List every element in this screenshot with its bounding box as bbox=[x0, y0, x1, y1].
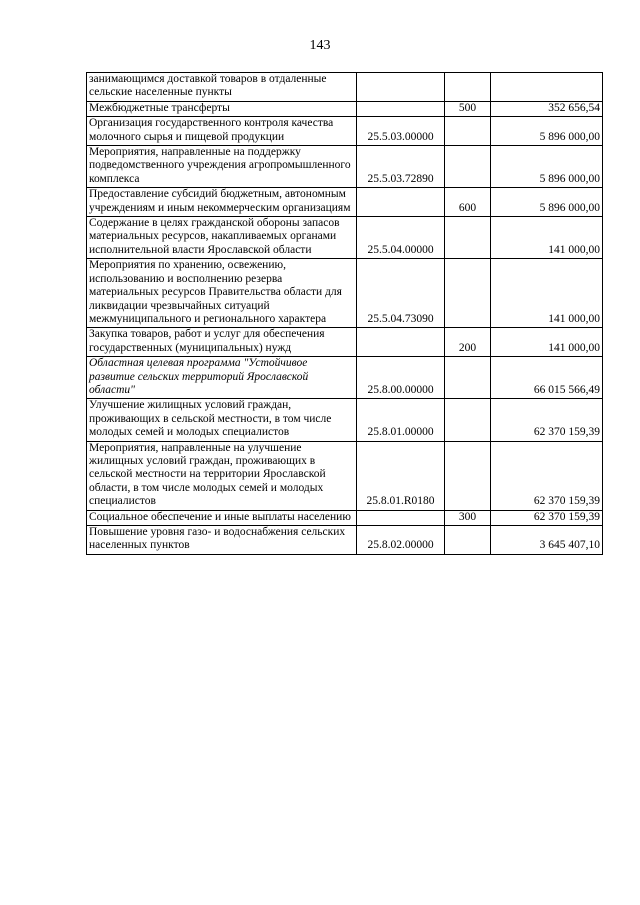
row-amount-cell: 141 000,00 bbox=[491, 259, 603, 328]
row-code-cell bbox=[357, 188, 445, 217]
row-name-cell: Социальное обеспечение и иные выплаты населению bbox=[87, 510, 357, 525]
row-amount-cell: 5 896 000,00 bbox=[491, 146, 603, 188]
row-code-cell bbox=[357, 73, 445, 102]
row-amount-cell: 5 896 000,00 bbox=[491, 117, 603, 146]
table-row bbox=[87, 399, 603, 441]
row-expense-type-cell: 500 bbox=[445, 101, 491, 116]
row-code-cell: 25.8.00.00000 bbox=[357, 357, 445, 399]
row-amount-cell: 141 000,00 bbox=[491, 217, 603, 259]
row-expense-type-cell bbox=[445, 117, 491, 146]
row-name-cell: Мероприятия по хранению, освежению, использованию и восполнению резерва материальных ресурсов Правительства области для ликвидации чрезвычайных ситуаций межмуниципального и регионального характера bbox=[87, 259, 357, 328]
row-name-cell: Межбюджетные трансферты bbox=[87, 101, 357, 116]
table-row bbox=[87, 328, 603, 357]
row-expense-type-cell bbox=[445, 146, 491, 188]
row-code-cell: 25.5.03.00000 bbox=[357, 117, 445, 146]
row-expense-type-cell: 300 bbox=[445, 510, 491, 525]
table-row bbox=[87, 188, 603, 217]
row-expense-type-cell bbox=[445, 73, 491, 102]
row-code-cell: 25.5.04.00000 bbox=[357, 217, 445, 259]
row-amount-cell: 5 896 000,00 bbox=[491, 188, 603, 217]
row-code-cell: 25.8.01.00000 bbox=[357, 399, 445, 441]
row-code-cell: 25.8.01.R0180 bbox=[357, 441, 445, 510]
row-amount-cell bbox=[491, 73, 603, 102]
table-row bbox=[87, 259, 603, 328]
table-row bbox=[87, 357, 603, 399]
row-amount-cell: 66 015 566,49 bbox=[491, 357, 603, 399]
table-row bbox=[87, 146, 603, 188]
page-number: 143 bbox=[309, 38, 331, 53]
row-expense-type-cell bbox=[445, 259, 491, 328]
row-code-cell bbox=[357, 510, 445, 525]
row-expense-type-cell bbox=[445, 399, 491, 441]
row-code-cell bbox=[357, 328, 445, 357]
row-code-cell: 25.5.04.73090 bbox=[357, 259, 445, 328]
table-row bbox=[87, 73, 603, 102]
row-amount-cell: 141 000,00 bbox=[491, 328, 603, 357]
row-name-cell: Мероприятия, направленные на поддержку подведомственного учреждения агропромышленного комплекса bbox=[87, 146, 357, 188]
row-name-cell: Содержание в целях гражданской обороны запасов материальных ресурсов, накапливаемых органами исполнительной власти Ярославской области bbox=[87, 217, 357, 259]
row-expense-type-cell bbox=[445, 217, 491, 259]
budget-table bbox=[86, 72, 603, 555]
row-expense-type-cell bbox=[445, 357, 491, 399]
row-name-cell: Закупка товаров, работ и услуг для обеспечения государственных (муниципальных) нужд bbox=[87, 328, 357, 357]
row-expense-type-cell bbox=[445, 441, 491, 510]
table-row bbox=[87, 217, 603, 259]
budget-table-body bbox=[87, 73, 603, 555]
row-amount-cell: 62 370 159,39 bbox=[491, 510, 603, 525]
row-name-cell: Предоставление субсидий бюджетным, автономным учреждениям и иным некоммерческим организациям bbox=[87, 188, 357, 217]
table-row bbox=[87, 117, 603, 146]
row-code-cell bbox=[357, 101, 445, 116]
row-name-cell: Организация государственного контроля качества молочного сырья и пищевой продукции bbox=[87, 117, 357, 146]
row-expense-type-cell: 200 bbox=[445, 328, 491, 357]
row-code-cell: 25.8.02.00000 bbox=[357, 526, 445, 555]
row-name-cell: Повышение уровня газо- и водоснабжения сельских населенных пунктов bbox=[87, 526, 357, 555]
table-row bbox=[87, 101, 603, 116]
row-amount-cell: 62 370 159,39 bbox=[491, 399, 603, 441]
row-expense-type-cell: 600 bbox=[445, 188, 491, 217]
table-row bbox=[87, 526, 603, 555]
row-name-cell: Областная целевая программа "Устойчивое развитие сельских территорий Ярославской области" bbox=[87, 357, 357, 399]
row-expense-type-cell bbox=[445, 526, 491, 555]
row-amount-cell: 3 645 407,10 bbox=[491, 526, 603, 555]
row-name-cell: Улучшение жилищных условий граждан, проживающих в сельской местности, в том числе молодых семей и молодых специалистов bbox=[87, 399, 357, 441]
table-row bbox=[87, 510, 603, 525]
row-amount-cell: 62 370 159,39 bbox=[491, 441, 603, 510]
row-amount-cell: 352 656,54 bbox=[491, 101, 603, 116]
table-row bbox=[87, 441, 603, 510]
row-name-cell: занимающимся доставкой товаров в отдаленные сельские населенные пункты bbox=[87, 73, 357, 102]
row-name-cell: Мероприятия, направленные на улучшение жилищных условий граждан, проживающих в сельской местности на территории Ярославской области, в том числе молодых семей и молодых специалистов bbox=[87, 441, 357, 510]
row-code-cell: 25.5.03.72890 bbox=[357, 146, 445, 188]
